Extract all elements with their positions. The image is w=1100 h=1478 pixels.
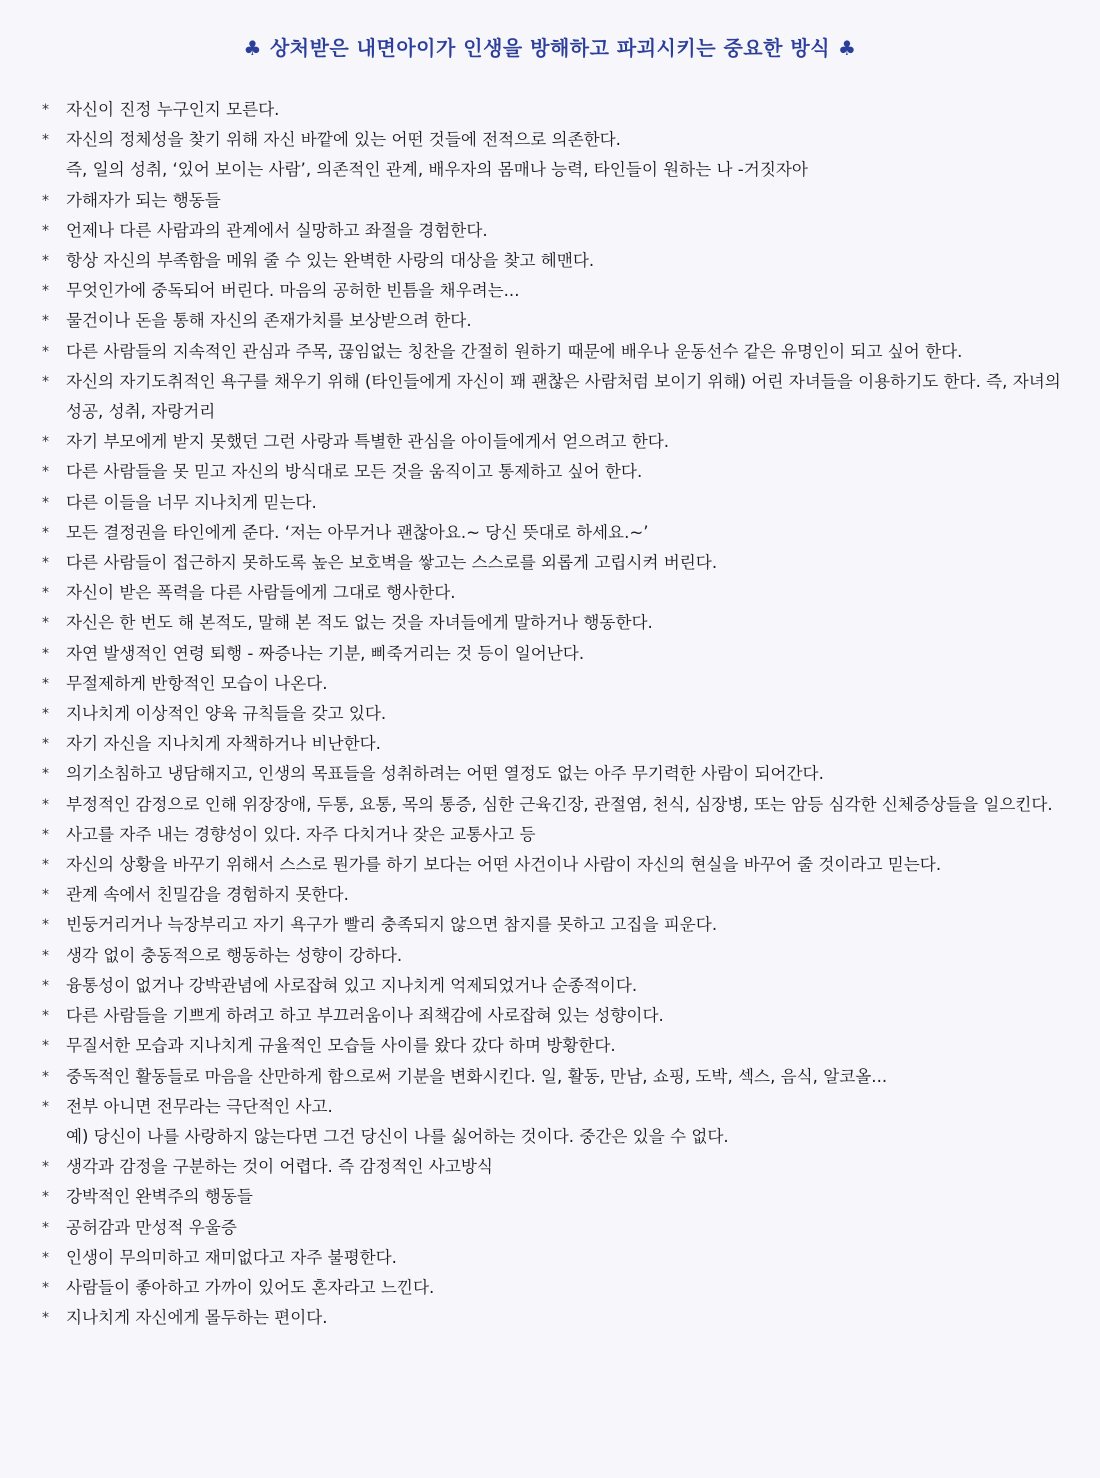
list-item-text: 무절제하게 반항적인 모습이 나온다. (66, 673, 328, 693)
list-item-text: 다른 이들을 너무 지나치게 믿는다. (66, 492, 317, 512)
bullet-mark: * (42, 615, 49, 632)
list-item (42, 790, 1072, 820)
list-item-text: 다른 사람들이 접근하지 못하도록 높은 보호벽을 쌓고는 스스로를 외롭게 고립시켜 버린다. (66, 553, 718, 573)
list-item (42, 1182, 1072, 1212)
bullet-mark: * (42, 796, 49, 813)
bullet-mark: * (42, 555, 49, 572)
title-text: 상처받은 내면아이가 인생을 방해하고 파괴시키는 중요한 방식 (269, 36, 831, 60)
list-item-text: 항상 자신의 부족함을 메워 줄 수 있는 완벽한 사랑의 대상을 찾고 헤맨다. (66, 251, 595, 271)
bullet-list (42, 95, 1072, 1333)
bullet-mark: * (42, 1310, 49, 1327)
list-item (42, 941, 1072, 971)
list-item (42, 578, 1072, 608)
bullet-mark: * (42, 736, 49, 753)
list-item (42, 457, 1072, 487)
list-item (42, 125, 1072, 155)
list-item-text: 자신이 진정 누구인지 모른다. (66, 100, 280, 119)
list-item-continuation: 예) 당신이 나를 사랑하지 않는다면 그건 당신이 나를 싫어하는 것이다. 중간은 있을 수 없다. (66, 1126, 729, 1146)
list-item (42, 1031, 1072, 1061)
list-item-text: 자신은 한 번도 해 본적도, 말해 본 적도 없는 것을 자녀들에게 말하거나 행동한다. (66, 613, 653, 633)
list-item (42, 548, 1072, 578)
list-item-text: 모든 결정권을 타인에게 준다. ‘저는 아무거나 괜찮아요.~ 당신 뜻대로 하세요.~’ (66, 522, 649, 542)
bullet-mark: * (42, 675, 49, 692)
list-item-text: 무엇인가에 중독되어 버린다. 마음의 공허한 빈틈을 채우려는... (66, 281, 520, 301)
list-item (42, 1152, 1072, 1182)
bullet-mark: * (42, 1068, 49, 1085)
bullet-mark: * (42, 1098, 49, 1115)
bullet-mark: * (42, 645, 49, 662)
list-item-text: 사람들이 좋아하고 가까이 있어도 혼자라고 느낀다. (66, 1277, 435, 1297)
list-item-text: 융통성이 없거나 강박관념에 사로잡혀 있고 지나치게 억제되었거나 순종적이다. (66, 975, 638, 995)
list-item-text: 무질서한 모습과 지나치게 규율적인 모습들 사이를 왔다 갔다 하며 방황한다. (66, 1036, 616, 1056)
list-item-text: 다른 사람들을 기쁘게 하려고 하고 부끄러움이나 죄책감에 사로잡혀 있는 성향이다. (66, 1006, 664, 1026)
bullet-mark: * (42, 132, 49, 149)
list-item-text: 공허감과 만성적 우울증 (66, 1217, 237, 1237)
bullet-mark: * (42, 887, 49, 904)
bullet-mark: * (42, 102, 49, 118)
bullet-mark: * (42, 1219, 49, 1236)
bullet-mark: * (42, 1249, 49, 1266)
list-item (42, 1243, 1072, 1273)
bullet-mark: * (42, 1279, 49, 1296)
list-item-text: 자신이 받은 폭력을 다른 사람들에게 그대로 행사한다. (66, 583, 456, 603)
list-item-text: 다른 사람들을 못 믿고 자신의 방식대로 모든 것을 움직이고 통제하고 싶어 한다. (66, 462, 643, 482)
bullet-mark: * (42, 766, 49, 783)
club-symbol-left: ♣ (243, 36, 262, 60)
list-item (42, 306, 1072, 336)
bullet-mark: * (42, 464, 49, 481)
list-item-text: 강박적인 완벽주의 행동들 (66, 1187, 253, 1207)
list-item-text: 부정적인 감정으로 인해 위장장애, 두통, 요통, 목의 통증, 심한 근육긴장, 관절염, 천식, 심장병, 또는 암등 심각한 신체증상들을 일으킨다. (66, 794, 1053, 814)
bullet-mark: * (42, 313, 49, 330)
list-item (42, 1062, 1072, 1092)
list-item (42, 820, 1072, 850)
list-item (42, 488, 1072, 518)
list-item-text: 자기 부모에게 받지 못했던 그런 사랑과 특별한 관심을 아이들에게서 얻으려고 한다. (66, 432, 670, 452)
bullet-mark: * (42, 494, 49, 511)
list-item-text: 물건이나 돈을 통해 자신의 존재가치를 보상받으려 한다. (66, 311, 472, 331)
list-item-text: 다른 사람들의 지속적인 관심과 주목, 끊임없는 칭찬을 간절히 원하기 때문에 배우나 운동선수 같은 유명인이 되고 싶어 한다. (66, 341, 963, 361)
list-item (42, 246, 1072, 276)
list-item-text: 자연 발생적인 연령 퇴행 - 짜증나는 기분, 삐죽거리는 것 등이 일어난다. (66, 643, 585, 663)
list-item (42, 1303, 1072, 1333)
list-item-text: 관계 속에서 친밀감을 경험하지 못한다. (66, 885, 349, 905)
list-item-text: 자신의 자기도취적인 욕구를 채우기 위해 (타인들에게 자신이 꽤 괜찮은 사람처럼 보이기 위해) 어린 자녀들을 이용하기도 한다. 즉, 자녀의 성공, 성취, 자랑거리 (66, 371, 1061, 422)
list-item-text: 중독적인 활동들로 마음을 산만하게 함으로써 기분을 변화시킨다. 일, 활동, 만남, 쇼핑, 도박, 섹스, 음식, 알코올... (66, 1066, 888, 1086)
bullet-mark: * (42, 1189, 49, 1206)
list-item-text: 자신의 정체성을 찾기 위해 자신 바깥에 있는 어떤 것들에 전적으로 의존한다. (66, 130, 621, 150)
bullet-mark: * (42, 373, 49, 390)
list-item-text: 전부 아니면 전무라는 극단적인 사고. (66, 1096, 333, 1116)
bullet-mark: * (42, 253, 49, 270)
list-item-text: 사고를 자주 내는 경향성이 있다. 자주 다치거나 잦은 교통사고 등 (66, 824, 536, 844)
list-item (42, 759, 1072, 789)
list-item-text: 의기소침하고 냉담해지고, 인생의 목표들을 성취하려는 어떤 열정도 없는 아주 무기력한 사람이 되어간다. (66, 764, 824, 784)
bullet-mark: * (42, 192, 49, 209)
bullet-mark: * (42, 434, 49, 451)
list-item (42, 186, 1072, 216)
list-item-text: 생각과 감정을 구분하는 것이 어렵다. 즉 감정적인 사고방식 (66, 1157, 493, 1177)
list-item-text: 자신의 상황을 바꾸기 위해서 스스로 뭔가를 하기 보다는 어떤 사건이나 사람이 자신의 현실을 바꾸어 줄 것이라고 믿는다. (66, 855, 942, 875)
bullet-mark: * (42, 826, 49, 843)
list-item (42, 669, 1072, 699)
bullet-mark: * (42, 917, 49, 934)
bullet-mark: * (42, 1159, 49, 1176)
list-item (42, 880, 1072, 910)
list-item-text: 인생이 무의미하고 재미없다고 자주 불평한다. (66, 1247, 397, 1267)
list-item-text: 생각 없이 충동적으로 행동하는 성향이 강하다. (66, 945, 403, 965)
list-item-text: 가해자가 되는 행동들 (66, 190, 221, 210)
list-item (42, 1213, 1072, 1243)
bullet-mark: * (42, 947, 49, 964)
list-item (42, 850, 1072, 880)
list-item (42, 216, 1072, 246)
document-title (0, 32, 1100, 61)
bullet-mark: * (42, 977, 49, 994)
list-item (42, 971, 1072, 1001)
list-item-continuation: 즉, 일의 성취, ‘있어 보이는 사람’, 의존적인 관계, 배우자의 몸매나 능력, 타인들이 원하는 나 -거짓자아 (66, 160, 808, 180)
list-item (42, 1092, 1072, 1122)
bullet-mark: * (42, 1008, 49, 1025)
list-item-text: 자기 자신을 지나치게 자책하거나 비난한다. (66, 734, 381, 754)
list-item-text: 지나치게 이상적인 양육 규칙들을 갖고 있다. (66, 704, 387, 724)
bullet-mark: * (42, 343, 49, 360)
list-item-text: 빈둥거리거나 늑장부리고 자기 욕구가 빨리 충족되지 않으면 참지를 못하고 고집을 피운다. (66, 915, 718, 935)
bullet-mark: * (42, 283, 49, 300)
bullet-mark: * (42, 585, 49, 602)
list-item (42, 427, 1072, 457)
list-item (42, 639, 1072, 669)
list-item (42, 1273, 1072, 1303)
list-item (42, 910, 1072, 940)
list-item-text: 지나치게 자신에게 몰두하는 편이다. (66, 1308, 328, 1328)
club-symbol-right: ♣ (838, 36, 857, 60)
list-item (42, 95, 1072, 125)
bullet-mark: * (42, 524, 49, 541)
bullet-mark: * (42, 222, 49, 239)
list-item (42, 729, 1072, 759)
list-item (42, 337, 1072, 367)
list-item (42, 608, 1072, 638)
bullet-mark: * (42, 1038, 49, 1055)
list-item (42, 1001, 1072, 1031)
list-item-text: 언제나 다른 사람과의 관계에서 실망하고 좌절을 경험한다. (66, 220, 488, 240)
list-item (42, 518, 1072, 548)
bullet-mark: * (42, 857, 49, 874)
list-item (42, 276, 1072, 306)
list-item (42, 367, 1072, 427)
bullet-mark: * (42, 706, 49, 723)
list-item (42, 699, 1072, 729)
